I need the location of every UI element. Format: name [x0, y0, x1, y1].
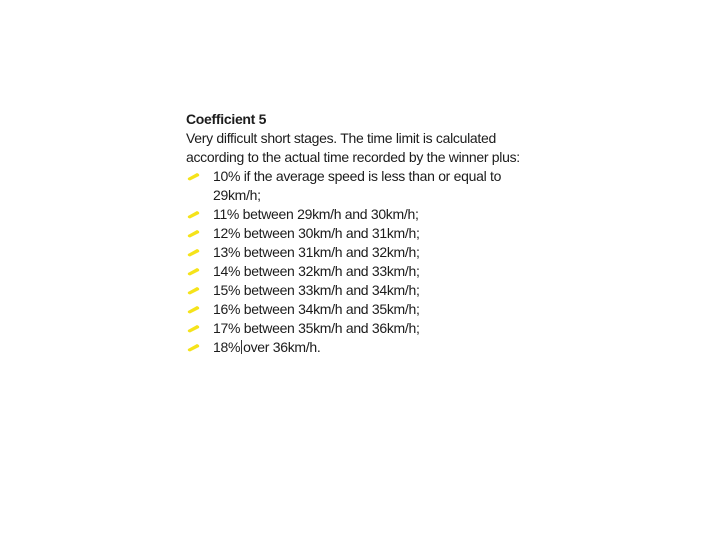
yellow-bullet-icon — [187, 248, 200, 257]
list-item-text: 14% between 32km/h and 33km/h; — [213, 263, 420, 279]
intro-paragraph: Very difficult short stages. The time limit is calculated according to the actual time recorded by the winner plus: — [186, 130, 520, 165]
list-item — [186, 281, 526, 300]
yellow-bullet-icon — [187, 210, 200, 219]
section-heading: Coefficient 5 — [186, 111, 267, 127]
list-item-text: 15% between 33km/h and 34km/h; — [213, 282, 420, 298]
list-item — [186, 319, 526, 338]
yellow-bullet-icon — [187, 305, 200, 314]
list-item-text: 12% between 30km/h and 31km/h; — [213, 225, 420, 241]
yellow-bullet-icon — [187, 172, 200, 181]
list-item-text: 10% if the average speed is less than or equal to 29km/h; — [213, 168, 502, 203]
list-item — [186, 262, 526, 281]
text-cursor — [241, 340, 242, 354]
list-item — [186, 224, 526, 243]
list-item — [186, 205, 526, 224]
list-item — [186, 300, 526, 319]
list-item — [186, 167, 526, 205]
yellow-bullet-icon — [187, 324, 200, 333]
list-item-text-after-cursor: over 36km/h. — [243, 339, 321, 355]
list-item-text-before-cursor: 18% — [213, 339, 241, 355]
yellow-bullet-icon — [187, 229, 200, 238]
yellow-bullet-icon — [187, 343, 200, 352]
time-limit-list — [186, 167, 526, 357]
list-item — [186, 243, 526, 262]
yellow-bullet-icon — [187, 267, 200, 276]
list-item — [186, 338, 526, 357]
list-item-text: 16% between 34km/h and 35km/h; — [213, 301, 420, 317]
list-item-text: 13% between 31km/h and 32km/h; — [213, 244, 420, 260]
document-content — [186, 110, 526, 357]
list-item-text: 11% between 29km/h and 30km/h; — [213, 206, 419, 222]
yellow-bullet-icon — [187, 286, 200, 295]
list-item-text: 17% between 35km/h and 36km/h; — [213, 320, 420, 336]
